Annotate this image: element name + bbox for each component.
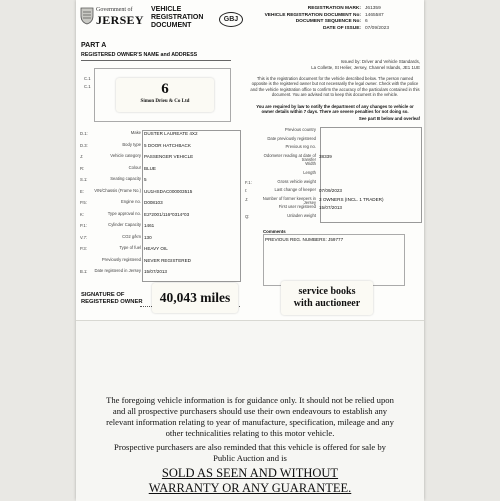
detail-label: Number of former keepers in Jersey [262, 195, 316, 206]
detail-row [245, 171, 423, 180]
detail-label: First user registered [278, 204, 316, 210]
detail-code: J: [245, 196, 249, 202]
detail-label: Length [303, 169, 316, 175]
detail-row [245, 137, 423, 146]
detail-row [80, 143, 245, 155]
detail-code: P.3: [80, 246, 87, 251]
logo-line-2: JERSEY [96, 13, 144, 27]
signature-line-2: REGISTERED OWNER [81, 299, 143, 305]
detail-value: 3 OWNERS (INCL. 1 TRADER) [319, 196, 384, 202]
issuer-line-2: La Collette, St Helier, Jersey, Channel Islands, JE1 1UE [311, 65, 420, 70]
disclaimer-text: The foregoing vehicle information is for guidance only. It should not be relied upon and all prospective purchasers should use their own endeavours to establish any relevant information relating to year of manufacture, specification, mileage and any other technicalities relating to this motor vehicle. [106, 395, 394, 438]
detail-label: CO2 g/km [122, 233, 141, 239]
detail-row [80, 189, 245, 201]
detail-row [245, 180, 423, 189]
header-field-row [246, 26, 416, 33]
service-line-2: with auctioneer [293, 298, 361, 309]
issuer-notice: This is the registration document for the vehicle described below. The person named opposite is the registered owner but not necessarily the legal owner. Check with the police and the vehicle registration office to confirm the accuracy of the particulars contained in this document. You are advised not to keep this document in the vehicle. [250, 76, 420, 97]
detail-label: Make [130, 130, 141, 135]
document-number-value: 1465587 [365, 12, 384, 18]
detail-code: V.7: [80, 234, 88, 240]
registration-mark-value: J61359 [365, 6, 381, 11]
detail-label: Date previously registered [267, 135, 316, 141]
issuer-line-1: Issued by: Driver and Vehicle Standards, [340, 59, 420, 64]
detail-label: Cylinder Capacity [108, 222, 141, 227]
detail-label: Unladen weight [287, 212, 316, 218]
detail-value: DUSTER LAUREATE 4X2 [144, 131, 198, 136]
comments-label: Comments [263, 229, 286, 234]
detail-value: 5 DOOR HATCHBACK [144, 142, 191, 148]
detail-label: Vehicle category [110, 153, 141, 158]
owner-code: C.1 [84, 84, 91, 89]
signature-line-1: SIGNATURE OF [81, 292, 125, 298]
header-field-label: REGISTRATION MARK: [307, 6, 361, 11]
owner-number: 6 [161, 81, 169, 97]
detail-row [80, 131, 245, 143]
detail-label: Seating capacity [110, 176, 141, 181]
detail-value: 1461 [144, 223, 155, 228]
header-field-label: DATE OF ISSUE: [322, 25, 361, 31]
signature-label [81, 292, 143, 306]
detail-row [245, 205, 423, 214]
detail-row [80, 223, 245, 235]
detail-code: D.1: [80, 131, 88, 136]
detail-value: NEVER REGISTERED [144, 257, 191, 263]
detail-row [80, 154, 245, 166]
legal-notice: You are required by law to notify the department of any changes to vehicle or owner details within 7 days. There are severe penalties for not doing so. [256, 104, 414, 115]
detail-code: R: [80, 165, 85, 171]
detail-row [245, 197, 423, 206]
divider [81, 60, 231, 61]
part-a-subtitle: REGISTERED OWNER'S NAME and ADDRESS [81, 52, 198, 58]
detail-value: E2*2001/116*0314*03 [144, 211, 190, 217]
detail-code: I: [245, 188, 248, 194]
detail-label: VIN/Chassis (Frame No.) [94, 187, 141, 193]
sold-line-2: WARRANTY OR ANY GUARANTEE. [148, 481, 352, 495]
logo-line-1: Government of [96, 7, 133, 13]
vehicle-details-right [245, 128, 423, 223]
detail-code: P.5: [80, 200, 87, 205]
see-part-b: See part B below and overleaf [358, 116, 420, 121]
detail-code: P.1: [80, 223, 87, 228]
jersey-crest-icon [80, 7, 94, 25]
sequence-number-value: 6 [365, 19, 368, 24]
detail-row [245, 214, 423, 223]
detail-row [80, 177, 245, 189]
header-field-label: VEHICLE REGISTRATION DOCUMENT No: [264, 12, 361, 18]
mileage-sticker: 40,043 miles [152, 283, 238, 313]
detail-code: S.1: [80, 177, 88, 182]
detail-value: 130 [144, 234, 152, 240]
part-a-title: PART A [81, 42, 107, 49]
detail-label: Previous country [284, 127, 316, 132]
detail-value: D008103 [144, 200, 163, 205]
detail-value: 38339 [319, 153, 332, 159]
doc-title-line-3: DOCUMENT [151, 22, 192, 29]
detail-code: K: [80, 211, 84, 217]
detail-label: Previously registered [101, 256, 141, 262]
detail-label: Last change of keeper [274, 187, 316, 193]
detail-label: Odometer reading at date of transfer [263, 152, 316, 163]
detail-value: UU1HSDAC000003515 [144, 188, 193, 194]
sold-line-1: SOLD AS SEEN AND WITHOUT [161, 466, 339, 480]
detail-row [80, 235, 245, 247]
detail-row [245, 154, 423, 163]
sold-as-seen [100, 466, 400, 496]
doc-title [151, 6, 203, 30]
detail-row [245, 162, 423, 171]
header-fields [246, 6, 416, 32]
detail-label: Width [305, 161, 316, 167]
detail-label: Body type [122, 141, 141, 147]
date-of-issue-value: 07/09/2023 [365, 25, 390, 31]
owner-label [116, 78, 214, 112]
detail-code: B.1: [80, 269, 88, 274]
detail-label: Engine no. [120, 199, 141, 204]
service-sticker [281, 281, 373, 315]
detail-label: Type of fuel [119, 245, 141, 250]
detail-code: D.3: [80, 142, 88, 148]
detail-value: 15/07/2013 [144, 269, 167, 274]
owner-name: Simon Drieu & Co Ltd [140, 99, 190, 104]
detail-code: E: [80, 188, 84, 194]
country-badge: GBJ [219, 12, 243, 27]
detail-label: Colour [128, 164, 141, 170]
detail-row [80, 246, 245, 258]
header-field-label: DOCUMENT SEQUENCE No: [295, 19, 361, 24]
comments-text: PREVIOUS REG. NUMBERS: J59777 [265, 237, 344, 242]
detail-value: 15/07/2013 [319, 205, 342, 211]
detail-code: J: [80, 154, 84, 159]
detail-label: Gross vehicle weight [277, 178, 316, 184]
detail-value: 07/09/2023 [319, 188, 342, 194]
vehicle-details-left [80, 131, 245, 281]
detail-value: PASSENGER VEHICLE [144, 154, 194, 159]
detail-value: 5 [144, 177, 147, 182]
detail-code: F.1: [245, 179, 252, 185]
owner-code: C.1 [84, 76, 91, 81]
detail-row [80, 269, 245, 281]
detail-label: Previous reg no. [285, 144, 316, 150]
doc-title-line-2: REGISTRATION [151, 14, 204, 21]
doc-title-line-1: VEHICLE [151, 6, 182, 13]
detail-code: Q: [245, 213, 250, 219]
service-line-1: service books [298, 286, 356, 297]
detail-row [80, 200, 245, 212]
detail-label: Date registered in Jersey [94, 268, 141, 273]
detail-value: BLUE [144, 165, 157, 171]
detail-value: HEAVY OIL [144, 246, 168, 251]
detail-row [80, 212, 245, 224]
auction-notice: Prospective purchasers are also reminded that this vehicle is offered for sale by Public Auction and is [114, 442, 386, 463]
detail-label: Type approval no. [107, 210, 141, 216]
detail-row [80, 166, 245, 178]
